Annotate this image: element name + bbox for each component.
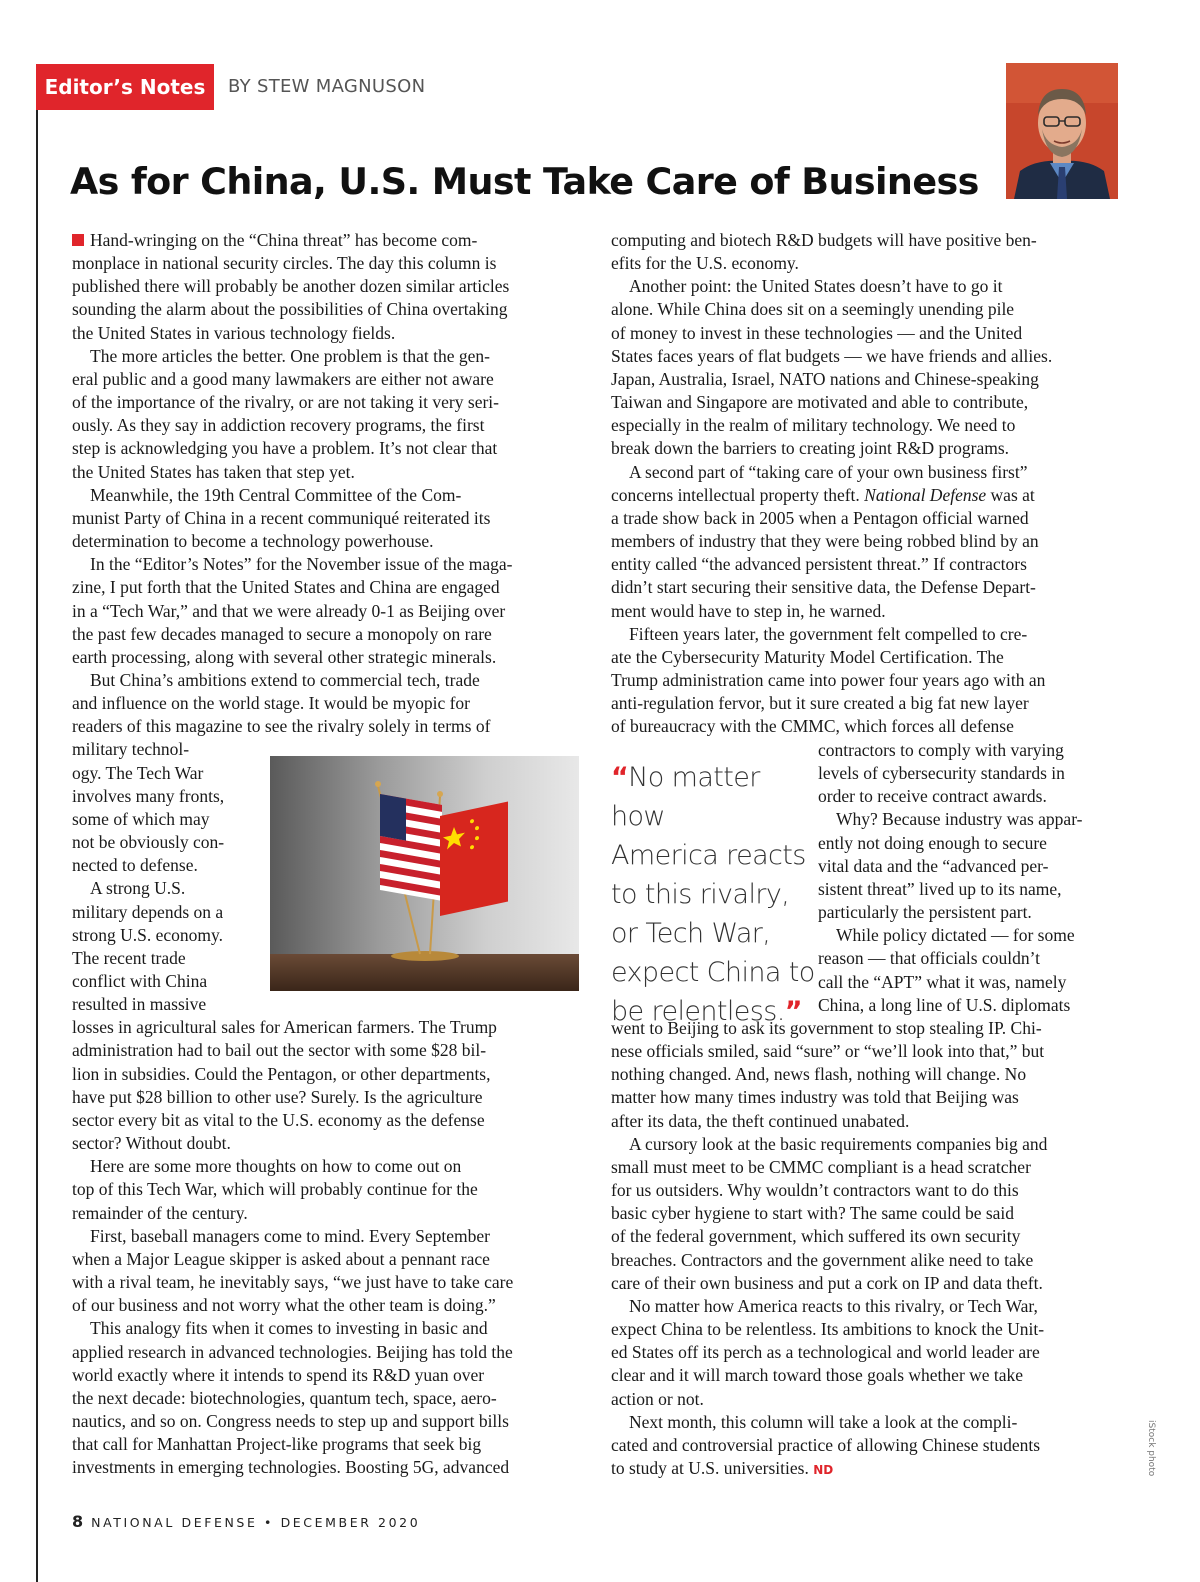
right-column-top: computing and biotech R&D budgets will have positive ben- efits for the U.S. economy. Another point: the United States doesn’t have to go it alone. While China does sit on a seemingly unending pile of money to invest in these technologies — and the United States faces years of flat budgets — we have friends and allies. Japan, Australia, Israel, NATO nations and Chinese-speaking Taiwan and Singapore are motivated and able to contribute, especially in the realm of military technology. We need to break down the barriers to creating joint R&D programs. A second part of “taking care of your own business first” concerns intellectual property theft. National Defense was at a trade show back in 2005 when a Pentagon official warned members of industry that they were being robbed blind by an entity called “the advanced persistent threat.” If contractors didn’t start securing their sensitive data, the Defense Depart- ment would have to step in, he warned. Fifteen years later, the government felt compelled to cre- ate the Cybersecurity Maturity Model Certification. The Trump administration came into power four years ago with an anti-regulation fervor, but it sure created a big fat new layer of bureaucracy with the CMMC, which forces all defense bbox=[611, 230, 1053, 737]
us-china-flags-photo bbox=[270, 756, 579, 991]
flags-image bbox=[270, 756, 579, 991]
page-number: 8 bbox=[72, 1512, 84, 1531]
author-portrait bbox=[1006, 63, 1118, 199]
right-column-narrow: contractors to comply with varying levels of cybersecurity standards in order to receive contract awards. Why? Because industry was appar- ently not doing enough to secure vital data and the “advanced per- sistent threat” lived up to its name, particularly the persistent part. While policy dictated — for some reason — that officials couldn’t call the “APT” what it was, namely China, a long line of U.S. diplomats bbox=[818, 740, 1083, 1015]
open-quote-mark: “ bbox=[611, 762, 629, 793]
right-column-bottom: went to Beijing to ask its government to stop stealing IP. Chi- nese officials smiled, said “sure” or “we’ll look into that,” but nothing changed. And, news flash, nothing will change. No matter how many times industry was told that Beijing was after its data, the theft continued unabated. A cursory look at the basic requirements companies big and small must meet to be CMMC compliant is a head scratcher for us outsiders. Why wouldn’t contractors want to do this basic cyber hygiene to start with? The same could be said of the federal government, which suffered its own security breaches. Contractors and the government alike need to take care of their own business and put a cork on IP and data theft. No matter how America reacts to this rivalry, or Tech War, expect China to be relentless. Its ambitions to knock the Unit- ed States off its perch as a technological and world leader are clear and it will march toward those goals whether we take action or not. Next month, this column will take a look at the compli- cated and controversial practice of allowing Chinese students to study at U.S. universities. ND bbox=[611, 1018, 1048, 1478]
story-start-square-icon bbox=[72, 234, 84, 246]
close-quote-mark: ” bbox=[784, 996, 802, 1027]
publication-name: National Defense bbox=[864, 484, 987, 505]
photo-credit: iStock photo bbox=[1146, 1420, 1156, 1477]
page-footer bbox=[72, 1512, 420, 1531]
author-portrait-image bbox=[1006, 63, 1118, 199]
byline: BY STEW MAGNUSON bbox=[228, 76, 426, 97]
left-margin-rule bbox=[36, 108, 38, 1582]
section-tag: Editor’s Notes bbox=[36, 64, 214, 110]
headline: As for China, U.S. Must Take Care of Business bbox=[70, 160, 979, 203]
publication-info: NATIONAL DEFENSE • DECEMBER 2020 bbox=[91, 1515, 421, 1530]
pull-quote: “No matter how America reacts to this rivalry, or Tech War, expect China to be relentless.” bbox=[611, 762, 815, 1027]
paragraph: Hand-wringing on the “China threat” has become com- bbox=[72, 229, 578, 252]
left-column: Hand-wringing on the “China threat” has become com- monplace in national security circles. The day this column is published there will probably be another dozen similar articles sounding the alarm about the possibilities of China overtaking the United States in various technology fields. The more articles the better. One problem is that the gen- eral public and a good many lawmakers are either not aware of the importance of the rivalry, or are not taking it very seri- ously. As they say in addiction recovery programs, the first step is acknowledging you have a problem. It’s not clear that the United States has taken that step yet. Meanwhile, the 19th Central Committee of the Com- munist Party of China in a recent communiqué reiterated its determination to become a technology powerhouse. In the “Editor’s Notes” for the November issue of the maga- zine, I put forth that the United States and China are engaged in a “Tech War,” and that we were already 0-1 as Beijing over the past few decades managed to secure a monopoly on rare earth processing, along with several other strategic minerals. But China’s ambitions extend to commercial tech, trade and influence on the world stage. It would be myopic for readers of this magazine to see the rivalry solely in terms of military technol- ogy. The Tech War involves many fronts, some of which may not be obviously con- nected to defense. A strong U.S. military depends on a strong U.S. economy. The recent trade conflict with China resulted in massive losses in agricultural sales for American farmers. The Trump administration had to bail out the sector with some $28 bil- lion in subsidies. Could the Pentagon, or other departments, have put $28 billion to other use? Surely. Is the agriculture sector every bit as vital to the U.S. economy as the defense sector? Without doubt. Here are some more thoughts on how to come out on top of this Tech War, which will probably continue for the remainder of the century. First, baseball managers come to mind. Every September when a Major League skipper is asked about a pennant race with a rival team, he inevitably says, “we just have to take care of our business and not worry what the other team is doing.” This analogy fits when it comes to investing in basic and applied research in advanced technologies. Beijing has told the world exactly where it intends to spend its R&D yuan over the next decade: biotechnologies, quantum tech, space, aero- nautics, and so on. Congress needs to step up and support bills that call for Manhattan Project-like programs that seek big investments in emerging technologies. Boosting 5G, advanced bbox=[72, 229, 578, 1479]
end-mark: ND bbox=[813, 1462, 834, 1477]
